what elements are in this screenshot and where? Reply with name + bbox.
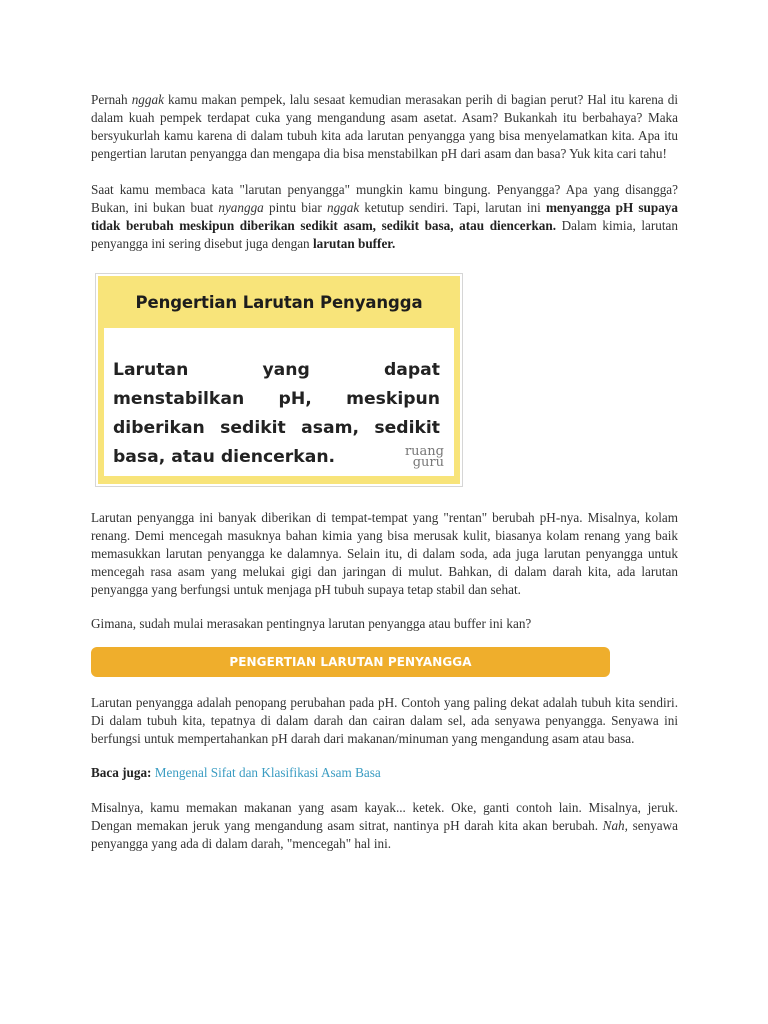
card-definition-text: Larutan yang dapat menstabilkan pH, meskipun diberikan sedikit asam, sedikit basa, atau diencerkan.	[113, 360, 440, 467]
italic-text: nggak	[131, 92, 164, 107]
definition-card	[95, 273, 463, 487]
bold-text: larutan buffer.	[312, 236, 396, 251]
italic-text: nggak	[326, 200, 360, 215]
card-title: Pengertian Larutan Penyangga	[135, 292, 423, 312]
explanation-paragraph: Larutan penyangga adalah penopang perubahan pada pH. Contoh yang paling dekat adalah tubuh kita sendiri. Di dalam tubuh kita, tepatnya di dalam darah dan cairan dalam sel, ada senyawa penyangga. Senyawa ini berfungsi untuk mempertahankan pH darah dari makanan/minuman yang mengandung asam atau basa.	[91, 695, 678, 746]
card-header	[98, 276, 460, 328]
text: ketutup sendiri. Tapi, larutan ini	[359, 200, 546, 215]
definition-paragraph	[91, 181, 678, 253]
text: pintu biar	[263, 200, 327, 215]
card-inner	[104, 328, 454, 476]
text: Saat kamu membaca kata "larutan penyangga" mungkin kamu bingung. Penyangga? Apa yang disangga? Bukan, ini bukan buat	[91, 182, 678, 215]
text: senyawa penyangga yang ada di dalam darah, "mencegah" hal ini.	[91, 818, 678, 851]
italic-text: nyangga	[218, 200, 264, 215]
intro-paragraph	[91, 91, 678, 163]
italic-text: Nah,	[602, 818, 628, 833]
read-also-link[interactable]: Mengenal Sifat dan Klasifikasi Asam Basa	[154, 765, 381, 780]
text: Pernah	[91, 92, 132, 107]
section-banner	[91, 647, 610, 677]
section-banner-label: PENGERTIAN LARUTAN PENYANGGA	[229, 655, 472, 669]
text: kamu makan pempek, lalu sesaat kemudian merasakan perih di bagian perut? Hal itu karena di dalam kuah pempek terdapat cuka yang mengandung asam asetat. Asam? Bukankah itu berbahaya? Maka bersyukurlah kamu karena di dalam tubuh kita ada larutan penyangga yang bisa menyelamatkan kita. Apa itu pengertian larutan penyangga dan mengapa dia bisa menstabilkan pH dari asam dan basa? Yuk kita cari tahu!	[91, 92, 678, 161]
example-paragraph	[91, 799, 678, 853]
logo-line: guru	[412, 455, 444, 470]
text: Dalam kimia, larutan penyangga ini sering disebut juga dengan	[91, 218, 678, 251]
examples-paragraph: Larutan penyangga ini banyak diberikan di tempat-tempat yang "rentan" berubah pH-nya. Misalnya, kolam renang. Demi mencegah masuknya bahan kimia yang bisa merusak kulit, biasanya kolam renang yang baik memasukkan larutan penyangga ke dalamnya. Selain itu, di dalam soda, ada juga larutan penyangga untuk mencegah rasa asam yang melukai gigi dan jaringan di mulut. Bahkan, di dalam darah kita, ada larutan penyangga yang berfungsi untuk menjaga pH tubuh supaya tetap stabil dan sehat.	[91, 510, 678, 597]
bold-text: menyangga pH supaya tidak berubah meskipun diberikan sedikit asam, sedikit basa, atau diencerkan.	[91, 200, 678, 233]
article-body	[91, 91, 678, 853]
logo-line: ruang	[404, 444, 444, 459]
text: Misalnya, kamu memakan makanan yang asam kayak... ketek. Oke, ganti contoh lain. Misalnya, jeruk. Dengan memakan jeruk yang mengandung asam sitrat, nantinya pH darah kita akan berubah.	[91, 800, 678, 833]
read-also-label: Baca juga:	[91, 765, 152, 780]
question-paragraph: Gimana, sudah mulai merasakan pentingnya larutan penyangga atau buffer ini kan?	[91, 616, 532, 631]
ruangguru-logo	[405, 446, 444, 468]
read-also	[91, 764, 678, 782]
card-body	[98, 328, 460, 484]
